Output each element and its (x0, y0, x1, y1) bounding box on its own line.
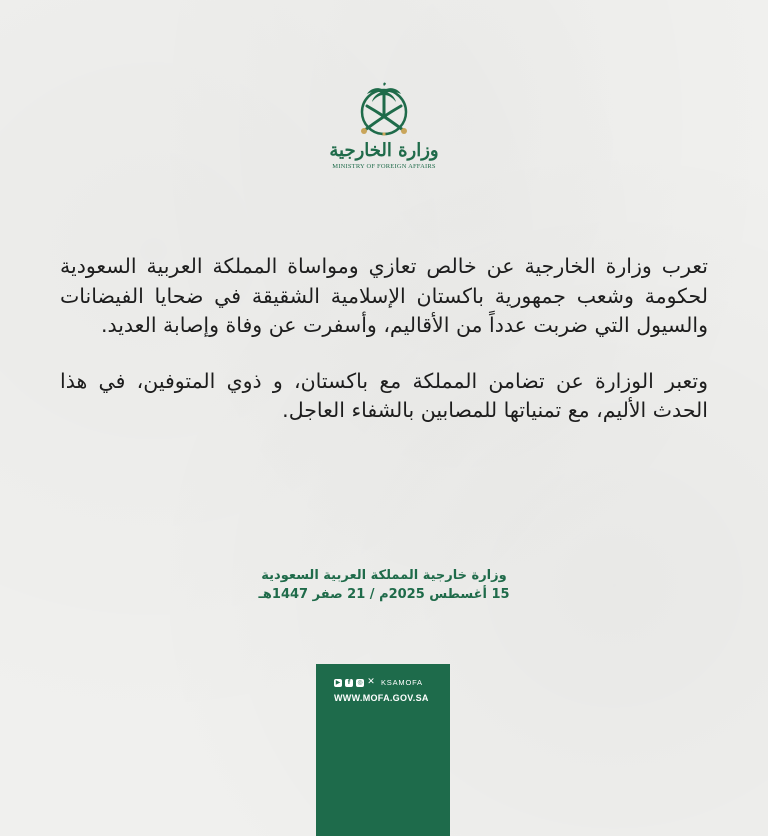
saudi-emblem-icon (351, 80, 417, 138)
social-handle[interactable]: KSAMOFA (381, 678, 423, 687)
footer-contact-box (316, 664, 450, 836)
facebook-icon[interactable]: f (345, 679, 353, 687)
statement-date: 15 أغسطس 2025م / 21 صفر 1447هـ (258, 587, 510, 602)
instagram-icon[interactable]: ◎ (357, 678, 363, 686)
youtube-icon[interactable]: ▶ (335, 678, 341, 686)
signature-block (200, 566, 568, 604)
ministry-logo (318, 80, 450, 192)
statement-paragraph-1: تعرب وزارة الخارجية عن خالص تعازي ومواساة المملكة العربية السعودية لحكومة وشعب جمهورية باكستان الإسلامية الشقيقة في ضحايا الفيضانات والسيول التي ضربت عدداً من الأقاليم، وأسفرت عن وفاة وإصابة العديد. (60, 254, 708, 337)
x-icon[interactable]: ✕ (367, 677, 375, 687)
issuer-name: وزارة خارجية المملكة العربية السعودية (261, 568, 507, 583)
social-row (334, 678, 423, 687)
statement-paragraph-2: وتعبر الوزارة عن تضامن المملكة مع باكستان، و ذوي المتوفين، في هذا الحدث الأليم، مع تمنياتها للمصابين بالشفاء العاجل. (60, 368, 708, 422)
ministry-name-arabic: وزارة الخارجية (329, 140, 439, 161)
website-link[interactable]: WWW.MOFA.GOV.SA (334, 693, 429, 703)
statement-body (60, 252, 708, 426)
ministry-name-english: MINISTRY OF FOREIGN AFFAIRS (332, 163, 436, 170)
